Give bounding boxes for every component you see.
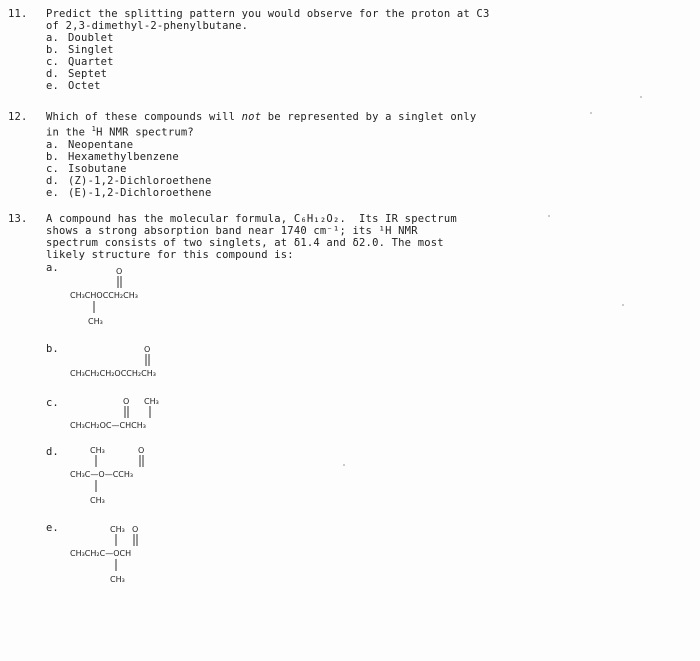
option-d: d.	[46, 446, 59, 458]
question-12-stem-cont: in the $^1$H NMR spectrum?	[46, 125, 194, 139]
question-12	[8, 111, 568, 199]
methyl-branch: CH₃	[110, 525, 125, 534]
structure-d	[70, 445, 210, 519]
substituent: CH₃	[88, 317, 103, 326]
main-chain: CH₃CH₂CH₂OCCH₂CH₃	[70, 369, 156, 378]
scan-speck	[640, 96, 642, 98]
carbonyl-oxygen: O	[144, 345, 151, 354]
carbonyl-oxygen: O	[132, 525, 139, 534]
structure-e	[70, 524, 210, 598]
question-13-stem: 13. A compound has the molecular formula, C₆H₁₂O₂. Its IR spectrum	[8, 213, 457, 225]
question-11-stem: 11. Predict the splitting pattern you would observe for the proton at C3	[8, 8, 490, 20]
option-a: a.	[46, 262, 59, 274]
question-11	[8, 8, 568, 92]
question-13-stem-line4: likely structure for this compound is:	[46, 249, 294, 261]
scan-speck	[343, 464, 345, 466]
option-d: d. (Z)-1,2-Dichloroethene	[46, 174, 212, 187]
option-c: c.	[46, 397, 59, 409]
carbonyl-oxygen: O	[138, 446, 145, 455]
question-number: 11.	[8, 8, 28, 20]
option-d: d. Septet	[46, 68, 108, 80]
question-13-stem-line2: shows a strong absorption band near 1740 cm⁻¹; its ¹H NMR	[46, 225, 418, 237]
option-a: a. Neopentane	[46, 138, 134, 151]
option-c: c. Isobutane	[46, 162, 127, 175]
question-13	[8, 213, 568, 261]
question-11-stem-cont: of 2,3-dimethyl-2-phenylbutane.	[46, 20, 249, 32]
option-e: e.	[46, 522, 59, 534]
scan-speck	[590, 112, 592, 114]
methyl-branch: CH₃	[90, 446, 105, 455]
option-e: e. (E)-1,2-Dichloroethene	[46, 186, 212, 199]
option-c: c. Quartet	[46, 56, 114, 68]
scan-speck	[548, 215, 550, 217]
option-a: a. Doublet	[46, 32, 114, 44]
option-e: e. Octet	[46, 80, 101, 92]
question-12-stem: 12. Which of these compounds will not be represented by a singlet only	[8, 111, 477, 123]
main-chain: CH₃C—O—CCH₃	[70, 470, 134, 479]
structure-c	[70, 396, 210, 440]
scan-speck	[622, 304, 624, 306]
question-number: 13.	[8, 213, 28, 225]
question-13-stem-line3: spectrum consists of two singlets, at δ1.4 and δ2.0. The most	[46, 237, 444, 249]
carbonyl-oxygen: O	[123, 397, 130, 406]
methyl-branch: CH₃	[144, 397, 159, 406]
structure-a	[70, 266, 190, 334]
question-number: 12.	[8, 111, 28, 123]
main-chain: CH₃CH₂OC—CHCH₃	[70, 421, 146, 430]
option-b: b.	[46, 343, 59, 355]
option-b: b. Hexamethylbenzene	[46, 150, 179, 163]
carbonyl-oxygen: O	[116, 267, 123, 276]
substituent: CH₃	[110, 575, 125, 584]
substituent: CH₃	[90, 496, 105, 505]
structure-b	[70, 344, 210, 388]
main-chain: CH₃CH₂C—OCH	[70, 549, 132, 558]
main-chain: CH₃CHOCCH₂CH₃	[70, 291, 138, 300]
option-b: b. Singlet	[46, 44, 114, 56]
